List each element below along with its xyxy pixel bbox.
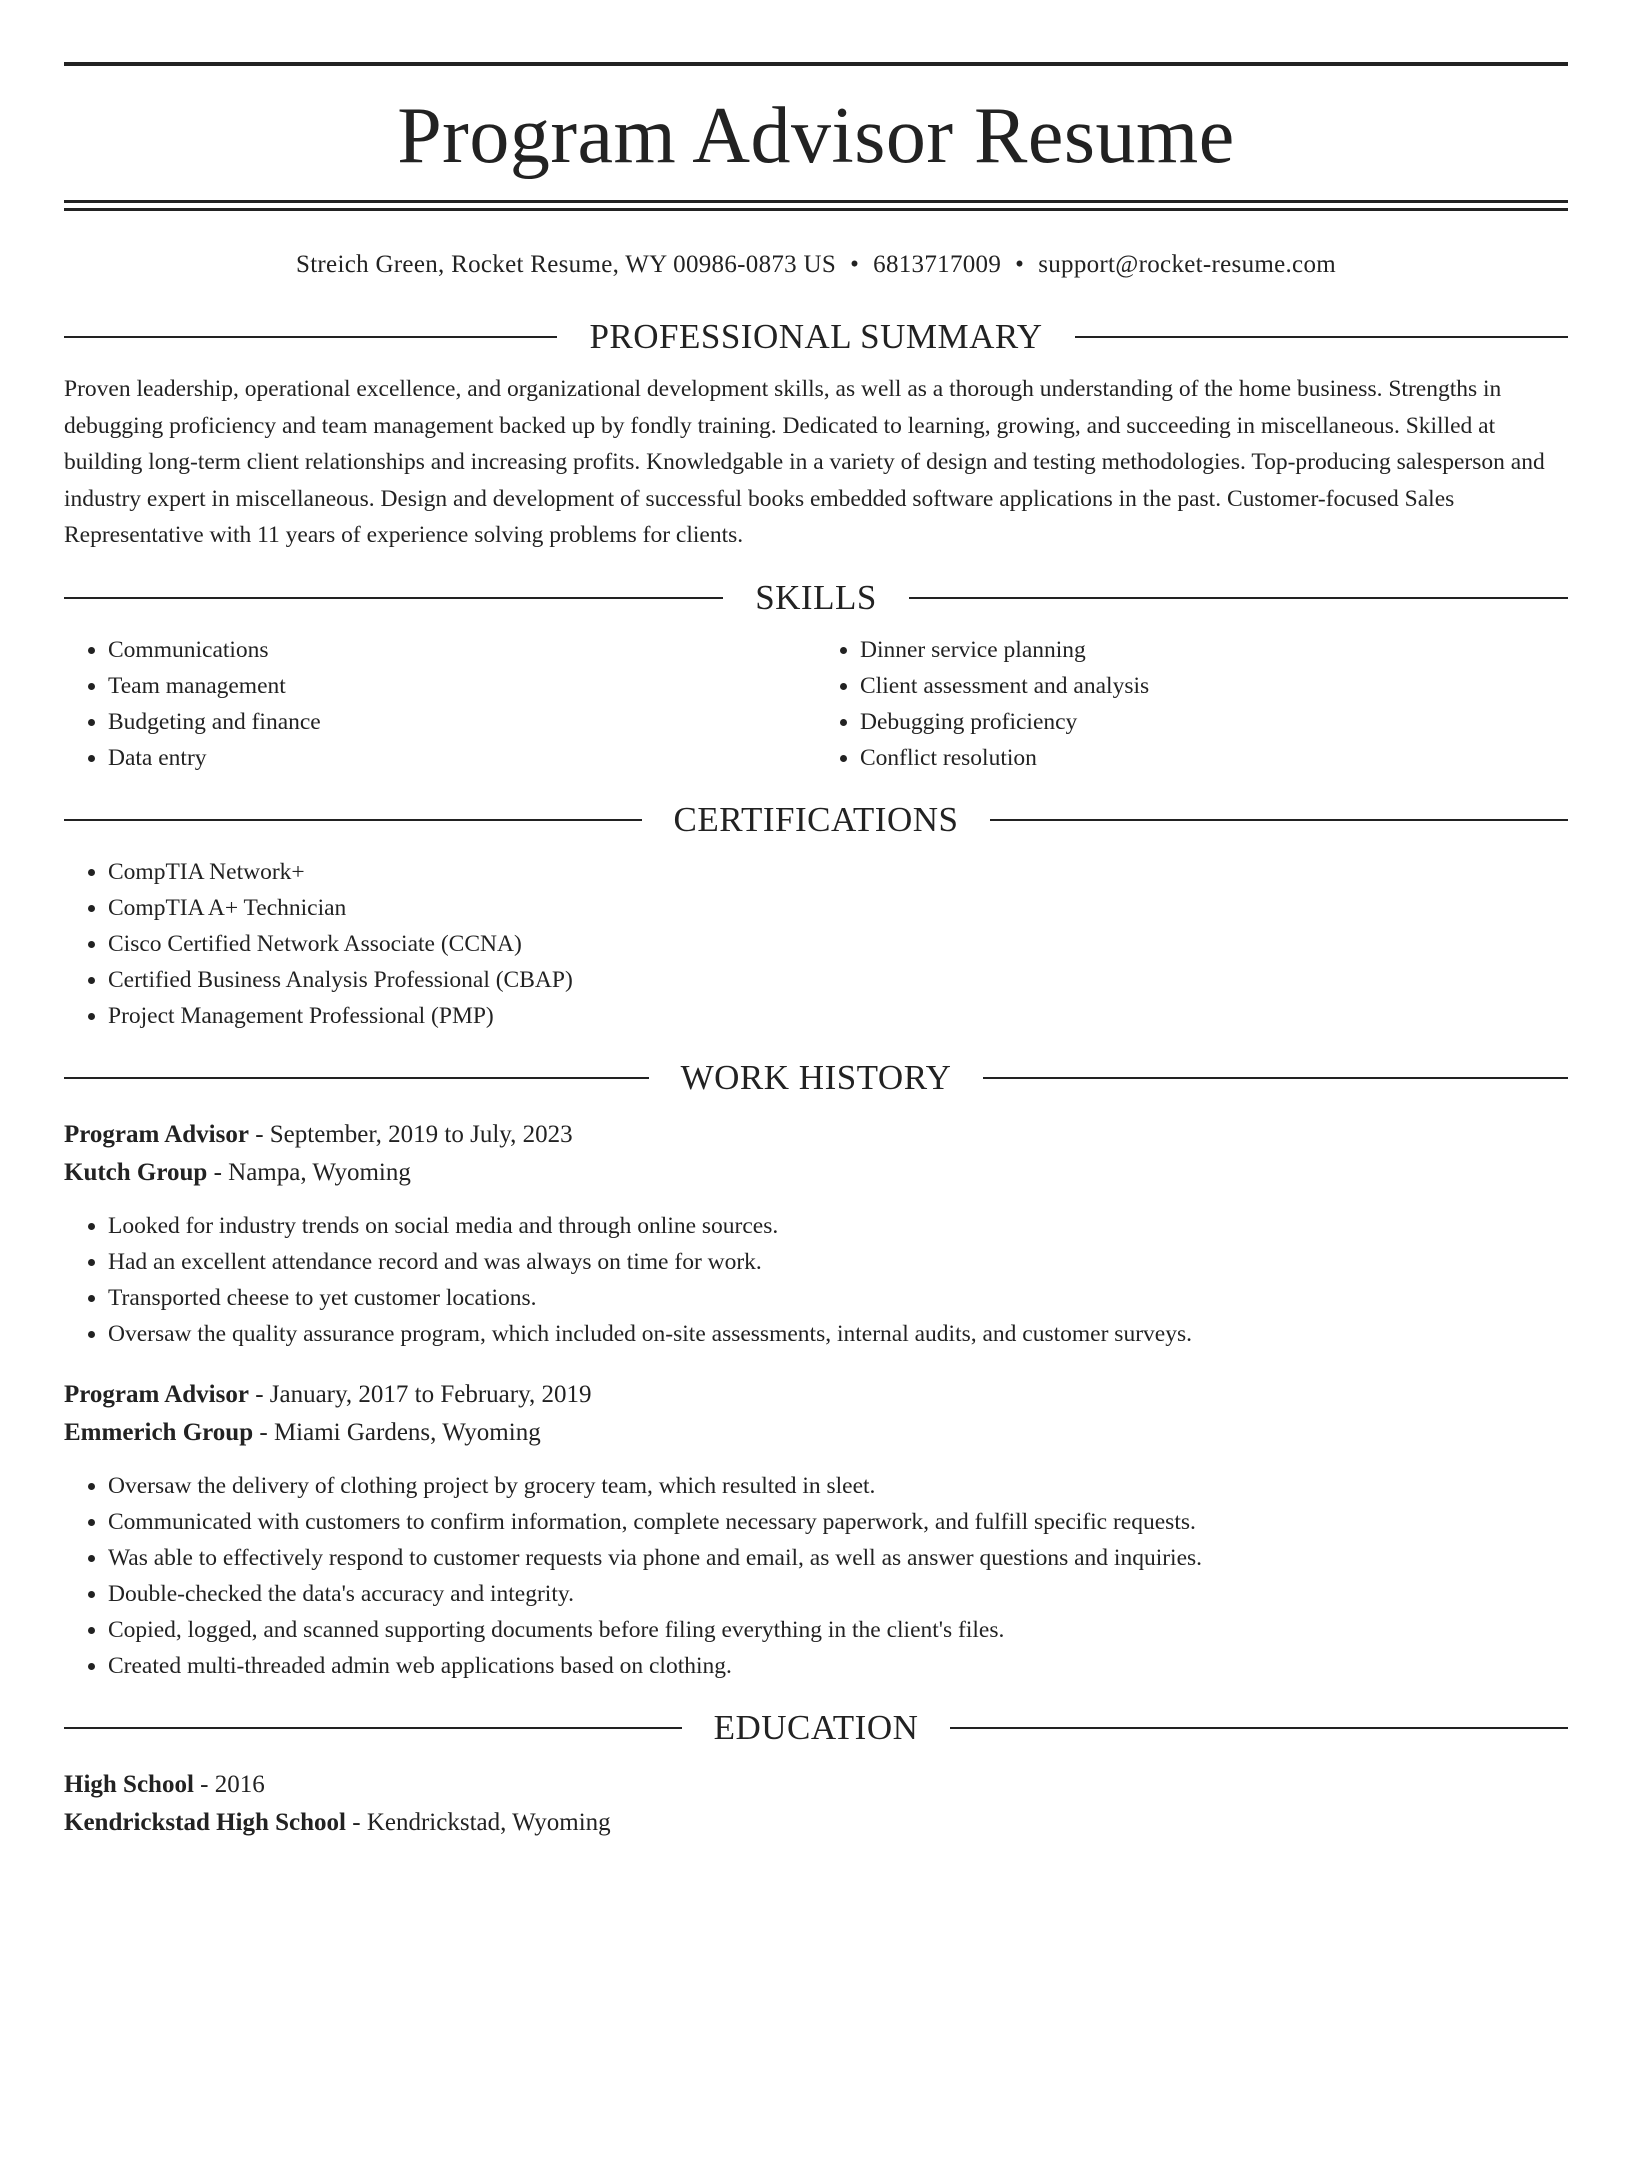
job-company-line xyxy=(64,1414,1568,1452)
section-title: CERTIFICATIONS xyxy=(673,799,959,839)
skills-list xyxy=(64,620,1568,776)
education-school-line xyxy=(64,1804,1568,1842)
list-item: • Double-checked the data's accuracy and integrity. xyxy=(108,1576,1568,1612)
education-degree: High School xyxy=(64,1770,194,1798)
job-entry xyxy=(64,1376,1568,1684)
education-degree-line xyxy=(64,1766,1568,1804)
list-item: • Dinner service planning xyxy=(860,632,1568,668)
section-rule xyxy=(64,819,642,821)
section-rule xyxy=(64,1727,682,1729)
job-entry xyxy=(64,1116,1568,1352)
job-company: Emmerich Group xyxy=(64,1418,254,1446)
contact-line xyxy=(64,249,1568,281)
list-item: • Transported cheese to yet customer locations. xyxy=(108,1280,1568,1316)
section-title: SKILLS xyxy=(755,577,877,617)
list-item: • Project Management Professional (PMP) xyxy=(108,998,1568,1034)
section-header-work-history xyxy=(64,1056,1568,1100)
job-title: Program Advisor xyxy=(64,1380,249,1408)
education-entry xyxy=(64,1766,1568,1842)
section-rule xyxy=(909,597,1568,599)
list-item: • Created multi-threaded admin web applications based on clothing. xyxy=(108,1648,1568,1684)
section-rule xyxy=(983,1077,1568,1079)
job-dates: - January, 2017 to February, 2019 xyxy=(248,1380,592,1408)
section-rule xyxy=(64,336,557,338)
contact-address: Streich Green, Rocket Resume, WY 00986-0873 US xyxy=(295,251,837,278)
section-header-summary xyxy=(64,315,1568,359)
list-item: • CompTIA Network+ xyxy=(108,854,1568,890)
job-title: Program Advisor xyxy=(64,1120,249,1148)
list-item: • Oversaw the delivery of clothing project by grocery team, which resulted in sleet. xyxy=(108,1468,1568,1504)
list-item: • Budgeting and finance xyxy=(108,704,816,740)
top-rule xyxy=(64,62,1568,66)
job-bullets xyxy=(64,1208,1568,1352)
list-item: • Communications xyxy=(108,632,816,668)
education-year: - 2016 xyxy=(193,1770,265,1798)
job-company: Kutch Group xyxy=(64,1158,208,1186)
list-item: • Cisco Certified Network Associate (CCNA) xyxy=(108,926,1568,962)
list-item: • Oversaw the quality assurance program, which included on-site assessments, internal audits, and customer surveys. xyxy=(108,1316,1568,1352)
section-title: PROFESSIONAL SUMMARY xyxy=(589,317,1043,356)
section-title: WORK HISTORY xyxy=(680,1057,952,1097)
section-rule xyxy=(990,819,1568,821)
section-header-education xyxy=(64,1706,1568,1750)
list-item: • Conflict resolution xyxy=(860,740,1568,776)
list-item: • Certified Business Analysis Professional (CBAP) xyxy=(108,962,1568,998)
job-bullets xyxy=(64,1468,1568,1684)
job-title-line xyxy=(64,1376,1568,1414)
contact-phone: 6813717009 xyxy=(873,251,1002,278)
list-item: • Team management xyxy=(108,668,816,704)
section-header-skills xyxy=(64,576,1568,620)
job-title-line xyxy=(64,1116,1568,1154)
certifications-list xyxy=(64,854,1568,1034)
job-company-line xyxy=(64,1154,1568,1192)
list-item: • Client assessment and analysis xyxy=(860,668,1568,704)
contact-email: support@rocket-resume.com xyxy=(1038,251,1336,278)
job-dates: - September, 2019 to July, 2023 xyxy=(248,1120,573,1148)
section-rule xyxy=(64,1077,649,1079)
education-school: Kendrickstad High School xyxy=(64,1808,346,1836)
page-title: Program Advisor Resume xyxy=(397,92,1235,180)
contact-separator: • xyxy=(850,251,860,278)
list-item: • Looked for industry trends on social media and through online sources. xyxy=(108,1208,1568,1244)
job-location: - Nampa, Wyoming xyxy=(207,1158,411,1186)
list-item: • Had an excellent attendance record and was always on time for work. xyxy=(108,1244,1568,1280)
list-item: • CompTIA A+ Technician xyxy=(108,890,1568,926)
list-item: • Copied, logged, and scanned supporting documents before filing everything in the client's files. xyxy=(108,1612,1568,1648)
list-item: • Communicated with customers to confirm information, complete necessary paperwork, and fulfill specific requests. xyxy=(108,1504,1568,1540)
list-item: • Debugging proficiency xyxy=(860,704,1568,740)
education-location: - Kendrickstad, Wyoming xyxy=(346,1808,611,1836)
section-title: EDUCATION xyxy=(713,1707,919,1747)
resume-page xyxy=(0,62,1632,2174)
contact-separator: • xyxy=(1015,251,1025,278)
list-item: • Data entry xyxy=(108,740,816,776)
list-item: • Was able to effectively respond to customer requests via phone and email, as well as answer questions and inquiries. xyxy=(108,1540,1568,1576)
section-rule xyxy=(950,1727,1568,1729)
title-double-rule xyxy=(64,200,1568,211)
job-location: - Miami Gardens, Wyoming xyxy=(253,1418,541,1446)
section-rule xyxy=(64,597,723,599)
skills-column-right xyxy=(816,632,1568,776)
skills-column-left xyxy=(64,632,816,776)
summary-text: Proven leadership, operational excellence, and organizational development skills, as well as a thorough understanding of the home business. Strengths in debugging proficiency and team management backed up by fondly training. Dedicated to learning, growing, and succeeding in miscellaneous. Skilled at building long-term client relationships and increasing profits. Knowledgable in a variety of design and testing methodologies. Top-producing salesperson and industry expert in miscellaneous. Design and development of successful books embedded software applications in the past. Customer-focused Sales Representative with 11 years of experience solving problems for clients. xyxy=(64,376,1545,548)
section-header-certifications xyxy=(64,798,1568,842)
section-rule xyxy=(1075,336,1568,338)
